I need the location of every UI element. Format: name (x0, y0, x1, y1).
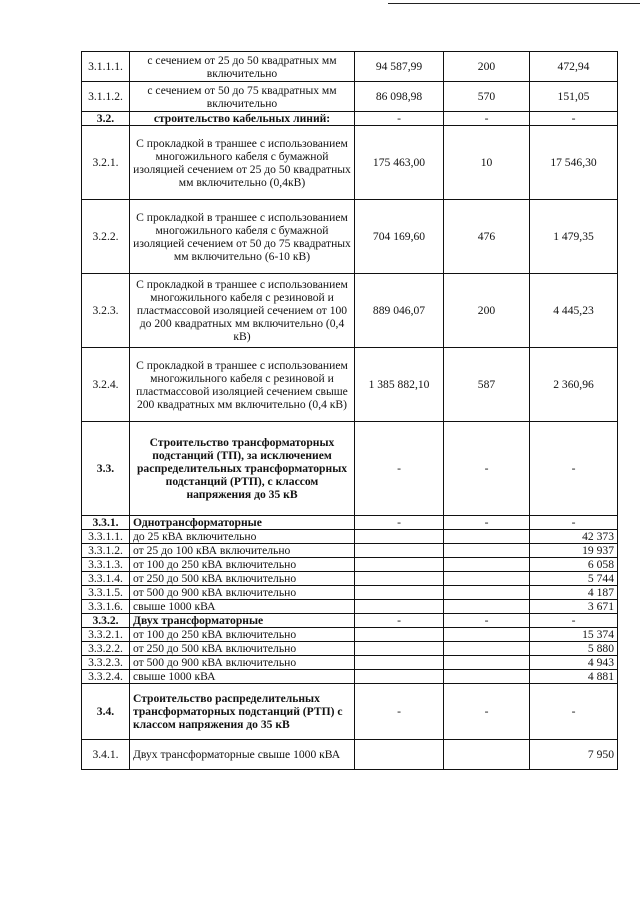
row-number-cell: 3.3.2. (82, 614, 130, 628)
row-number-cell: 3.2. (82, 112, 130, 126)
row-value-1-cell: 889 046,07 (355, 274, 444, 348)
row-value-1-cell: - (355, 516, 444, 530)
row-description-cell: от 25 до 100 кВА включительно (130, 544, 355, 558)
row-description-cell: от 500 до 900 кВА включительно (130, 586, 355, 600)
table-row (82, 274, 618, 348)
row-value-3-cell: - (530, 422, 618, 516)
row-value-2-cell: - (444, 684, 530, 740)
table-row (82, 200, 618, 274)
row-description-cell: Двух трансформаторные (130, 614, 355, 628)
row-value-3-cell: 5 744 (530, 572, 618, 586)
row-number-cell: 3.3.1.5. (82, 586, 130, 600)
table-row (82, 348, 618, 422)
row-value-3-cell: 3 671 (530, 600, 618, 614)
row-number-cell: 3.1.1.1. (82, 52, 130, 82)
row-description-cell: строительство кабельных линий: (130, 112, 355, 126)
row-value-1-cell (355, 544, 444, 558)
row-number-cell: 3.3.2.3. (82, 656, 130, 670)
row-number-cell: 3.2.3. (82, 274, 130, 348)
table-row (82, 112, 618, 126)
row-value-1-cell (355, 558, 444, 572)
row-value-1-cell: 704 169,60 (355, 200, 444, 274)
row-value-1-cell (355, 530, 444, 544)
row-value-3-cell: 15 374 (530, 628, 618, 642)
row-value-3-cell: - (530, 112, 618, 126)
row-value-3-cell: 4 187 (530, 586, 618, 600)
table-row (82, 544, 618, 558)
table-row (82, 628, 618, 642)
row-value-3-cell: 19 937 (530, 544, 618, 558)
row-number-cell: 3.3.1.6. (82, 600, 130, 614)
row-number-cell: 3.2.2. (82, 200, 130, 274)
table-row (82, 642, 618, 656)
row-value-1-cell (355, 740, 444, 770)
row-description-cell: от 500 до 900 кВА включительно (130, 656, 355, 670)
row-value-2-cell (444, 544, 530, 558)
row-value-2-cell: 10 (444, 126, 530, 200)
row-value-2-cell: - (444, 614, 530, 628)
row-value-1-cell (355, 656, 444, 670)
table-row (82, 82, 618, 112)
row-description-cell: Однотрансформаторные (130, 516, 355, 530)
row-number-cell: 3.3.2.2. (82, 642, 130, 656)
table-row (82, 670, 618, 684)
table-row (82, 572, 618, 586)
row-number-cell: 3.2.1. (82, 126, 130, 200)
row-description-cell: С прокладкой в траншее с использованием многожильного кабеля с бумажной изоляцией сечением от 25 до 50 квадратных мм включительно (0,4кВ) (130, 126, 355, 200)
row-value-1-cell: - (355, 112, 444, 126)
row-value-2-cell (444, 558, 530, 572)
row-value-2-cell: 200 (444, 274, 530, 348)
table-row (82, 600, 618, 614)
row-value-1-cell: 1 385 882,10 (355, 348, 444, 422)
row-value-2-cell: - (444, 516, 530, 530)
row-number-cell: 3.4. (82, 684, 130, 740)
row-value-1-cell (355, 628, 444, 642)
row-description-cell: от 250 до 500 кВА включительно (130, 642, 355, 656)
row-description-cell: Строительство распределительных трансформаторных подстанций (РТП) с классом напряжения до 35 кВ (130, 684, 355, 740)
row-value-1-cell: 94 587,99 (355, 52, 444, 82)
row-value-3-cell: 42 373 (530, 530, 618, 544)
row-value-2-cell (444, 628, 530, 642)
row-value-2-cell (444, 740, 530, 770)
row-value-2-cell (444, 656, 530, 670)
row-value-1-cell: - (355, 422, 444, 516)
row-value-2-cell (444, 586, 530, 600)
row-value-2-cell: 200 (444, 52, 530, 82)
row-number-cell: 3.3.2.1. (82, 628, 130, 642)
row-number-cell: 3.2.4. (82, 348, 130, 422)
row-value-1-cell (355, 670, 444, 684)
row-value-1-cell: - (355, 614, 444, 628)
row-value-3-cell: 2 360,96 (530, 348, 618, 422)
row-number-cell: 3.3.1.4. (82, 572, 130, 586)
row-description-cell: свыше 1000 кВА (130, 670, 355, 684)
row-value-3-cell: 7 950 (530, 740, 618, 770)
row-value-3-cell: 1 479,35 (530, 200, 618, 274)
row-value-1-cell: - (355, 684, 444, 740)
row-value-3-cell: 4 943 (530, 656, 618, 670)
row-value-3-cell: 4 445,23 (530, 274, 618, 348)
row-value-3-cell: 5 880 (530, 642, 618, 656)
row-value-3-cell: - (530, 516, 618, 530)
row-number-cell: 3.3.1.1. (82, 530, 130, 544)
row-value-3-cell: 6 058 (530, 558, 618, 572)
row-number-cell: 3.1.1.2. (82, 82, 130, 112)
row-description-cell: С прокладкой в траншее с использованием многожильного кабеля с бумажной изоляцией сечением от 50 до 75 квадратных мм включительно (6-10 кВ) (130, 200, 355, 274)
row-description-cell: Строительство трансформаторных подстанций (ТП), за исключением распределительных трансформаторных подстанций (РТП), с классом напряжения до 35 кВ (130, 422, 355, 516)
row-description-cell: с сечением от 50 до 75 квадратных мм включительно (130, 82, 355, 112)
row-description-cell: с сечением от 25 до 50 квадратных мм включительно (130, 52, 355, 82)
row-value-3-cell: 4 881 (530, 670, 618, 684)
row-value-3-cell: 151,05 (530, 82, 618, 112)
row-value-1-cell: 175 463,00 (355, 126, 444, 200)
row-value-2-cell (444, 530, 530, 544)
row-value-2-cell: 570 (444, 82, 530, 112)
row-description-cell: Двух трансформаторные свыше 1000 кВА (130, 740, 355, 770)
tariff-table (81, 51, 618, 770)
row-value-3-cell: - (530, 684, 618, 740)
row-description-cell: С прокладкой в траншее с использованием многожильного кабеля с резиновой и пластмассовой изоляцией сечением от 100 до 200 квадратных мм включительно (0,4 кВ) (130, 274, 355, 348)
row-value-2-cell (444, 642, 530, 656)
row-description-cell: от 100 до 250 кВА включительно (130, 628, 355, 642)
table-row (82, 614, 618, 628)
row-description-cell: от 100 до 250 кВА включительно (130, 558, 355, 572)
table-row (82, 586, 618, 600)
row-number-cell: 3.3.2.4. (82, 670, 130, 684)
header-rule (388, 3, 640, 4)
row-value-2-cell: - (444, 422, 530, 516)
row-number-cell: 3.3. (82, 422, 130, 516)
row-description-cell: от 250 до 500 кВА включительно (130, 572, 355, 586)
row-value-2-cell (444, 600, 530, 614)
row-value-2-cell: 587 (444, 348, 530, 422)
row-description-cell: С прокладкой в траншее с использованием многожильного кабеля с резиновой и пластмассовой изоляцией сечением свыше 200 квадратных мм включительно (0,4 кВ) (130, 348, 355, 422)
row-value-2-cell: - (444, 112, 530, 126)
table-row (82, 516, 618, 530)
table-row (82, 52, 618, 82)
row-number-cell: 3.3.1. (82, 516, 130, 530)
row-description-cell: до 25 кВА включительно (130, 530, 355, 544)
row-value-2-cell (444, 572, 530, 586)
row-value-3-cell: 17 546,30 (530, 126, 618, 200)
table-row (82, 656, 618, 670)
table-row (82, 740, 618, 770)
tariff-table-body (82, 52, 618, 770)
row-value-1-cell (355, 642, 444, 656)
table-row (82, 126, 618, 200)
row-value-1-cell (355, 600, 444, 614)
row-number-cell: 3.3.1.2. (82, 544, 130, 558)
table-row (82, 530, 618, 544)
row-number-cell: 3.4.1. (82, 740, 130, 770)
row-value-3-cell: 472,94 (530, 52, 618, 82)
row-value-1-cell (355, 586, 444, 600)
table-row (82, 422, 618, 516)
row-value-2-cell (444, 670, 530, 684)
row-number-cell: 3.3.1.3. (82, 558, 130, 572)
row-value-1-cell: 86 098,98 (355, 82, 444, 112)
row-value-1-cell (355, 572, 444, 586)
row-description-cell: свыше 1000 кВА (130, 600, 355, 614)
row-value-2-cell: 476 (444, 200, 530, 274)
table-row (82, 684, 618, 740)
table-row (82, 558, 618, 572)
row-value-3-cell: - (530, 614, 618, 628)
